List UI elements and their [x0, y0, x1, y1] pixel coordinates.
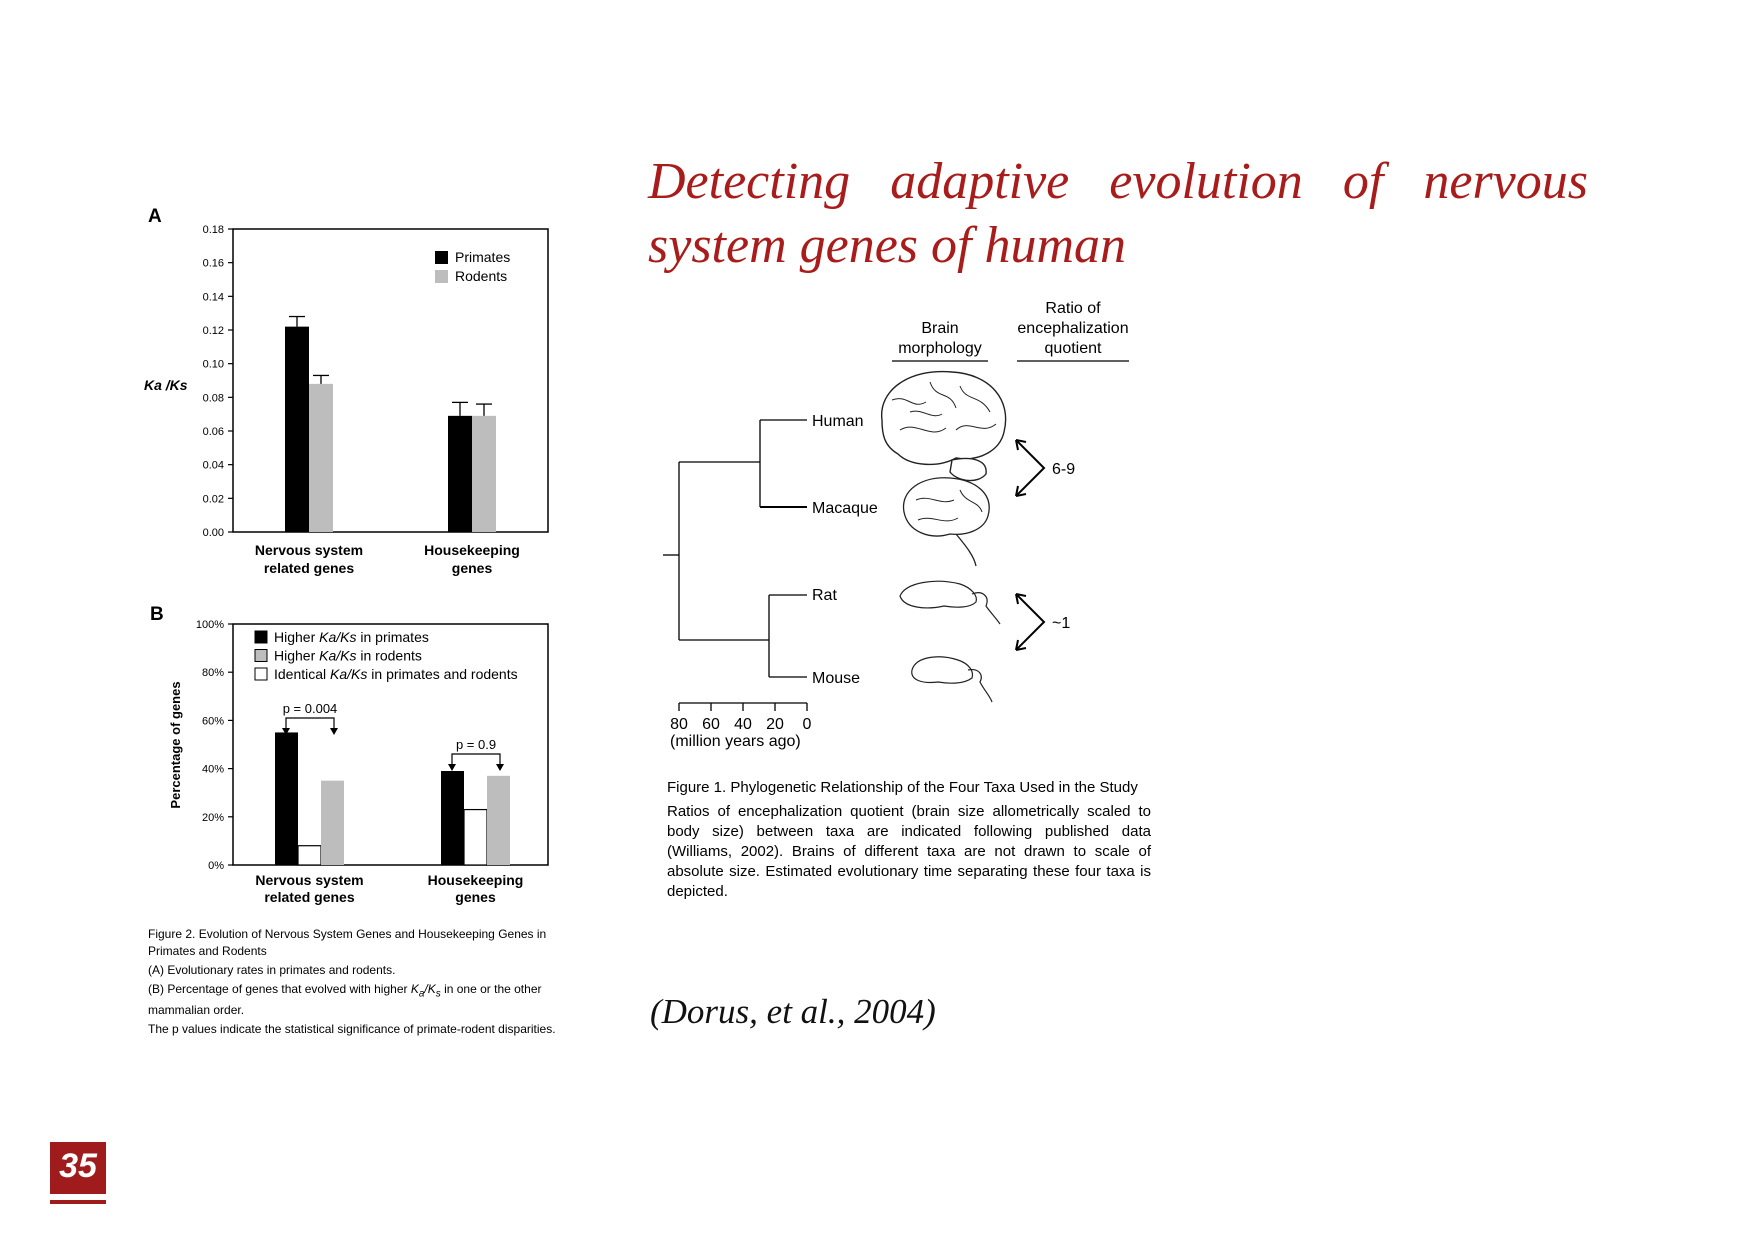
human-brain-icon	[882, 372, 1006, 481]
significance-arrowhead-1-b	[496, 764, 504, 771]
y-tick-label: 0.18	[202, 224, 224, 236]
panel-a-label: A	[148, 206, 162, 227]
ratio-primates: 6-9	[1052, 461, 1076, 478]
category-label-0-1: related genes	[263, 560, 355, 576]
bar-higher-ka-ks-in-primates-1	[441, 771, 464, 865]
citation: (Dorus, et al., 2004)	[650, 992, 936, 1031]
bars	[285, 317, 496, 532]
category-labels	[255, 872, 523, 905]
bar-primates-1	[448, 416, 472, 532]
bar-higher-ka-ks-in-rodents-1	[487, 776, 510, 865]
page-number: 35	[50, 1142, 106, 1194]
time-tick-80: 80	[670, 716, 688, 733]
taxon-macaque: Macaque	[812, 500, 878, 517]
y-axis-label: Percentage of genes	[168, 681, 183, 809]
time-axis-label: (million years ago)	[670, 733, 801, 750]
mouse-brain-icon	[912, 657, 992, 702]
y-tick-label: 100%	[195, 619, 224, 631]
taxon-human: Human	[812, 413, 864, 430]
taxon-rat: Rat	[812, 587, 837, 604]
figure2-panel-a	[130, 200, 570, 590]
y-tick-label: 0.08	[202, 392, 224, 405]
header-brain-line2: morphology	[898, 340, 982, 357]
figure1-caption-title: Figure 1. Phylogenetic Relationship of the Four Taxa Used in the Study	[667, 779, 1138, 796]
figure1-caption	[667, 778, 1151, 906]
significance-label-0: p = 0.004	[282, 701, 338, 716]
bar-identical-ka-ks-in-primates-and-rodents-1	[464, 810, 487, 865]
caption-b-prefix: (B) Percentage of genes that evolved with higher	[148, 982, 411, 996]
legend-label-rodents: Rodents	[455, 268, 508, 284]
figure1-phylogeny	[660, 290, 1180, 760]
significance-arrowhead-1-a	[448, 764, 456, 771]
y-tick-label: 0.00	[202, 527, 224, 539]
legend-swatch-0	[255, 631, 267, 643]
time-tick-40: 40	[734, 716, 752, 733]
legend	[255, 629, 518, 682]
legend-label-0: Higher Ka/Ks in primates	[274, 629, 429, 645]
significance-bracket-1	[452, 754, 500, 770]
y-axis-label: Ka /Ks	[144, 377, 188, 393]
y-axis-ticks	[196, 619, 233, 872]
bar-identical-ka-ks-in-primates-and-rodents-0	[298, 846, 321, 865]
bar-higher-ka-ks-in-rodents-0	[321, 781, 344, 865]
y-tick-label: 20%	[201, 811, 224, 824]
category-label-0-0: Nervous system	[255, 872, 364, 888]
rat-brain-icon	[900, 581, 1000, 624]
time-tick-60: 60	[702, 716, 720, 733]
category-label-0-0: Nervous system	[254, 542, 364, 558]
time-tick-20: 20	[766, 716, 784, 733]
legend-swatch-rodents	[435, 270, 448, 283]
significance-bracket-0	[286, 718, 334, 734]
legend-swatch-primates	[435, 251, 448, 264]
panel-b-label: B	[150, 604, 164, 625]
figure2-caption-b: (B) Percentage of genes that evolved with higher $K_a/K_s$ in one or the other mammalian order.	[148, 982, 542, 1018]
bar-primates-0	[285, 327, 309, 532]
y-tick-label: 0.02	[202, 493, 224, 506]
legend-swatch-2	[255, 668, 267, 680]
category-label-1-0: Housekeeping	[427, 872, 524, 888]
legend-label-2: Identical Ka/Ks in primates and rodents	[274, 666, 518, 682]
legend-label-1: Higher Ka/Ks in rodents	[274, 647, 422, 664]
y-tick-label: 0.10	[202, 358, 224, 371]
legend-label-primates: Primates	[455, 249, 511, 265]
y-tick-label: 60%	[201, 715, 224, 728]
y-tick-label: 0.12	[202, 325, 224, 337]
header-brain-line1: Brain	[921, 320, 959, 337]
bars	[275, 732, 510, 865]
slide-title: Detecting adaptive evolution of nervous system genes of human	[648, 153, 1588, 274]
y-axis-ticks	[203, 224, 233, 539]
category-label-1-1: genes	[451, 560, 493, 576]
bar-rodents-0	[309, 384, 333, 532]
header-ratio-line2: encephalization	[1017, 320, 1129, 337]
figure2-caption	[148, 926, 558, 1040]
bar-higher-ka-ks-in-primates-0	[275, 732, 298, 865]
category-label-0-1: related genes	[264, 889, 355, 905]
legend	[435, 249, 510, 284]
header-ratio-line3: quotient	[1044, 340, 1102, 357]
ratio-rodents: ~1	[1052, 615, 1071, 632]
page-number-underline	[50, 1200, 106, 1204]
header-ratio-line1: Ratio of	[1045, 300, 1101, 317]
category-label-1-0: Housekeeping	[424, 542, 520, 558]
y-tick-label: 0.14	[202, 291, 224, 304]
category-labels	[255, 542, 520, 576]
figure2-caption-a: (A) Evolutionary rates in primates and rodents.	[148, 963, 396, 977]
y-tick-label: 0%	[208, 860, 224, 872]
category-label-1-1: genes	[455, 889, 496, 905]
tree-branches	[663, 420, 807, 677]
caption-b-suffix: in one or the other mammalian order.	[148, 982, 542, 1018]
y-tick-label: 0.04	[202, 459, 224, 472]
significance-label-1: p = 0.9	[455, 737, 497, 752]
significance-annotations	[282, 701, 504, 771]
y-tick-label: 0.16	[202, 257, 224, 270]
significance-arrowhead-0-b	[330, 728, 338, 735]
figure1-caption-body: Ratios of encephalization quotient (brain size allometrically scaled to body size) between taxa are indicated following published data (Williams, 2002). Brains of different taxa are not drawn to scale of absolute size. Estimated evolutionary time separating these four taxa is depicted.	[667, 803, 1151, 900]
y-tick-label: 0.06	[202, 426, 224, 438]
time-tick-0: 0	[802, 716, 812, 733]
figure2-panel-b	[130, 600, 570, 920]
ratio-arrow-primates	[1016, 440, 1044, 496]
y-tick-label: 40%	[201, 763, 224, 776]
bar-rodents-1	[472, 416, 496, 532]
ratio-arrow-rodents	[1016, 594, 1044, 650]
y-tick-label: 80%	[201, 667, 224, 680]
legend-swatch-1	[255, 650, 267, 662]
time-axis	[679, 703, 807, 711]
figure2-caption-p: The p values indicate the statistical significance of primate-rodent disparities.	[148, 1022, 556, 1037]
figure2-caption-title: Figure 2. Evolution of Nervous System Genes and Housekeeping Genes in Primates and Rodents	[148, 927, 547, 958]
macaque-brain-icon	[904, 478, 990, 566]
taxon-mouse: Mouse	[812, 670, 861, 687]
